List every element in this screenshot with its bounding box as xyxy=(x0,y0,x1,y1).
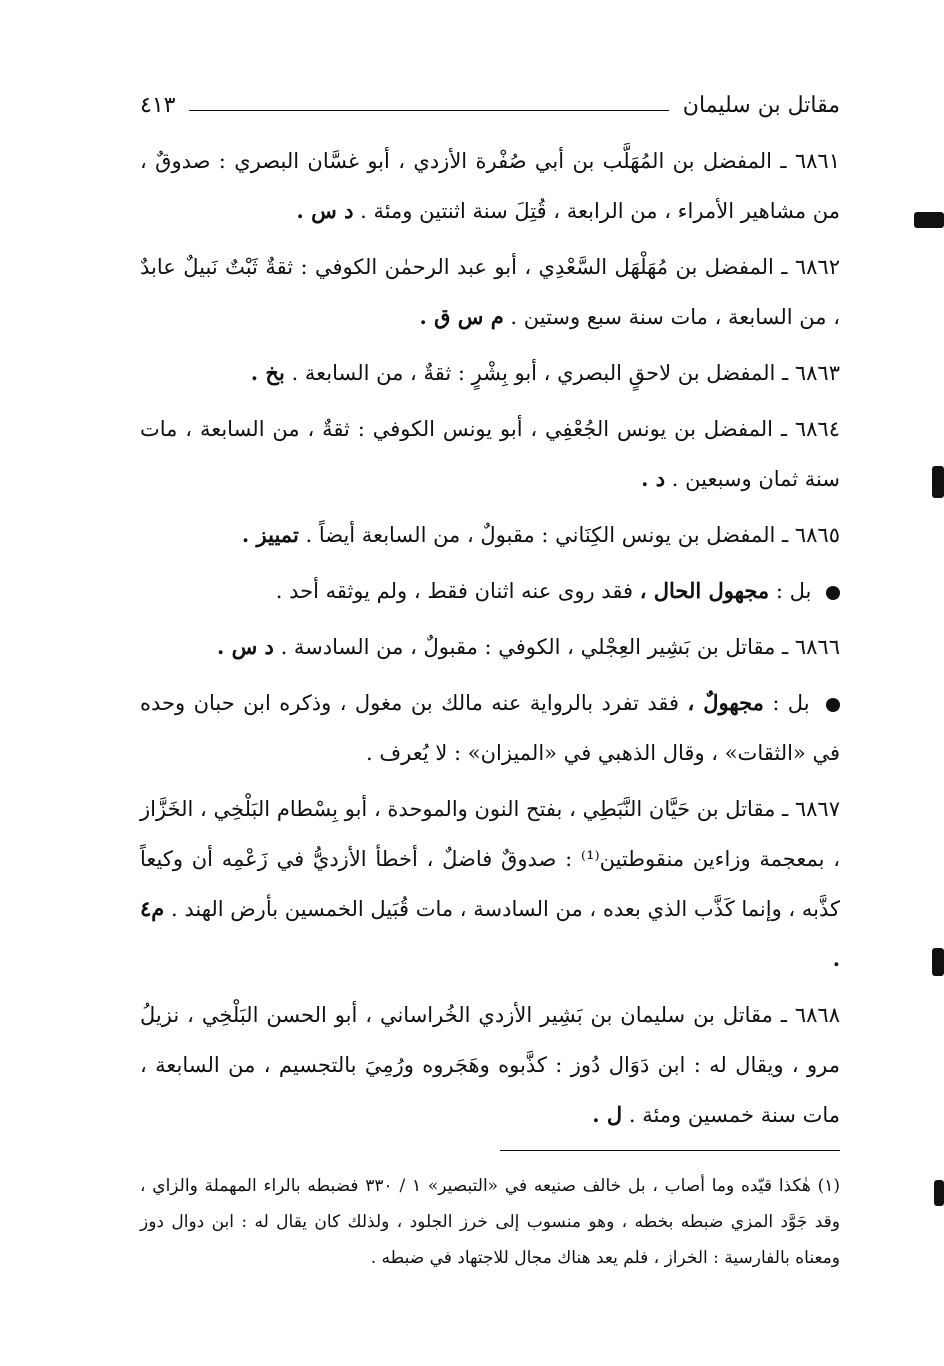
entry-6864 xyxy=(140,404,840,504)
comment-prefix: بل : xyxy=(775,579,812,603)
comment-verdict: مجهولٌ ، xyxy=(687,690,764,715)
entry-sigla: د . xyxy=(641,466,666,491)
entry-text: ٦٨٦٢ ـ المفضل بن مُهَلْهَل السَّعْدِي ، أبو عبد الرحمٰن الكوفي : ثقةٌ ثَبْتٌ نَبيلٌ عابدٌ ، من السابعة ، مات سنة سبع وستين . xyxy=(140,255,840,329)
entry-text: ٦٨٦٧ ـ مقاتل بن حَيَّان النَّبَطِي ، بفتح النون والموحدة ، أبو بِسْطام البَلْخِي ، الخَزَّاز ، بمعجمة وزاءين منقوطتين⁽¹⁾ : صدوقٌ فاضلٌ ، أخطأ الأزديُّ في زَعْمِه أن وكيعاً كذَّبه ، وإنما كَذَّب الذي بعده ، من السادسة ، مات قُبَيل الخمسين بأرض الهند . xyxy=(140,797,841,921)
editor-comment-1 xyxy=(140,566,840,616)
entry-sigla: م س ق . xyxy=(419,304,504,329)
footnote-1: (١) هٰكذا قيّده وما أصاب ، بل خالف صنيعه في «التبصير» ١ / ٣٣٠ فضبطه بالراء المهملة والزاي ، وقد جَوَّد المزي ضبطه بخطه ، وهو منسوب إلى خرز الجلود ، ولذلك كان يقال له : ابن دوال دوز ومعناه بالفارسية : الخراز ، فلم يعد هناك مجال للاجتهاد في ضبطه . xyxy=(140,1176,841,1268)
scan-edge-mark xyxy=(914,212,944,228)
entry-sigla: تمييز . xyxy=(241,522,299,547)
page-number: ٤١٣ xyxy=(140,92,176,118)
entry-sigla: م٤ . xyxy=(140,896,840,971)
comment-text: فقد تفرد بالرواية عنه مالك بن مغول ، وذكره ابن حبان وحده في «الثقات» ، وقال الذهبي في «الميزان» : لا يُعرف . xyxy=(140,691,840,765)
entry-text: ٦٨٦١ ـ المفضل بن المُهَلَّب بن أبي صُفْرة الأزدي ، أبو غسَّان البصري : صدوقٌ ، من مشاهير الأمراء ، من الرابعة ، قُتِلَ سنة اثنتين ومئة . xyxy=(140,149,840,223)
entry-text: ٦٨٦٦ ـ مقاتل بن بَشِير العِجْلي ، الكوفي : مقبولٌ ، من السادسة . xyxy=(280,635,840,659)
entry-sigla: د س . xyxy=(216,634,274,659)
scan-edge-mark xyxy=(934,1180,944,1206)
entry-text: ٦٨٦٨ ـ مقاتل بن سليمان بن بَشِير الأزدي الخُراساني ، أبو الحسن البَلْخِي ، نزيلُ مرو ، ويقال له : ابن دَوَال دُوز : كذَّبوه وهَجَروه ورُمِيَ بالتجسيم ، من السابعة ، مات سنة خمسين ومئة . xyxy=(140,1003,840,1127)
editor-comment-2 xyxy=(140,678,840,778)
entry-6862 xyxy=(140,242,840,342)
entry-6868 xyxy=(140,990,840,1140)
entry-6863 xyxy=(140,348,840,398)
entry-text: ٦٨٦٤ ـ المفضل بن يونس الجُعْفِي ، أبو يونس الكوفي : ثقةٌ ، من السابعة ، مات سنة ثمان وسبعين . xyxy=(140,417,840,491)
running-header xyxy=(140,88,840,122)
entry-text: ٦٨٦٣ ـ المفضل بن لاحقٍ البصري ، أبو بِشْرٍ : ثقةٌ ، من السابعة . xyxy=(291,361,840,385)
entry-text: ٦٨٦٥ ـ المفضل بن يونس الكِنَاني : مقبولٌ ، من السابعة أيضاً . xyxy=(305,523,840,547)
bullet-dot-icon xyxy=(826,586,840,600)
bullet-dot-icon xyxy=(826,698,840,712)
comment-text: فقد روى عنه اثنان فقط ، ولم يوثقه أحد . xyxy=(275,579,633,603)
entry-sigla: بخ . xyxy=(250,360,285,385)
scan-edge-mark xyxy=(932,948,944,976)
entry-6861 xyxy=(140,136,840,236)
footnote-separator xyxy=(500,1150,840,1151)
entry-sigla: د س . xyxy=(296,198,354,223)
scan-edge-mark xyxy=(932,466,944,498)
entry-sigla: ل . xyxy=(592,1102,623,1127)
entry-6866 xyxy=(140,622,840,672)
entry-6865 xyxy=(140,510,840,560)
comment-prefix: بل : xyxy=(772,691,810,715)
header-rule xyxy=(189,110,668,111)
book-page xyxy=(140,88,840,1293)
entry-6867 xyxy=(140,784,840,984)
comment-verdict: مجهول الحال ، xyxy=(639,578,770,603)
running-title: مقاتل بن سليمان xyxy=(682,92,840,118)
